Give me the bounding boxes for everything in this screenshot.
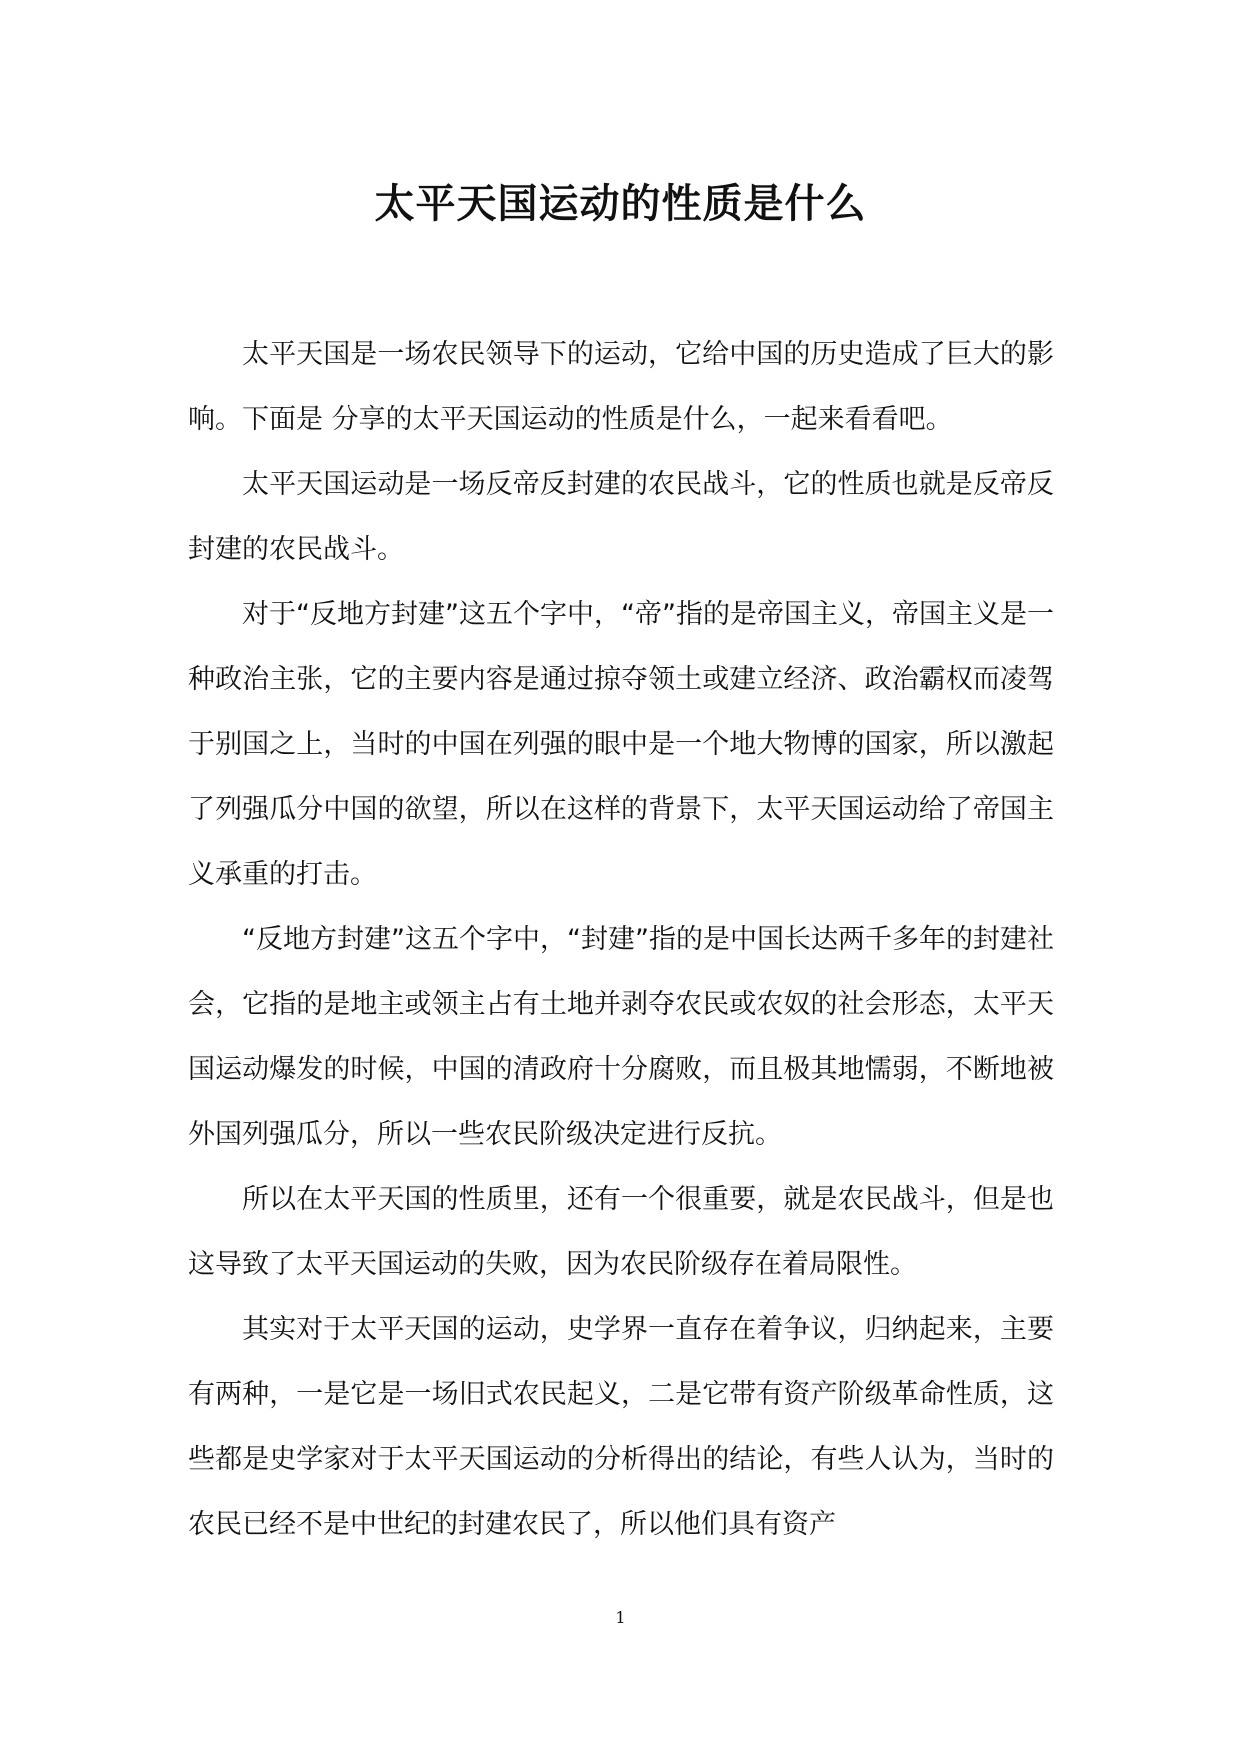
paragraph: 所以在太平天国的性质里，还有一个很重要，就是农民战斗，但是也这导致了太平天国运动的失败，因为农民阶级存在着局限性。: [188, 1184, 1054, 1280]
document-body: [188, 322, 1054, 1557]
document-title: 太平天国运动的性质是什么: [374, 181, 867, 227]
paragraph: “反地方封建”这五个字中，“封建”指的是中国长达两千多年的封建社会，它指的是地主或领主占有土地并剥夺农民或农奴的社会形态，太平天国运动爆发的时候，中国的清政府十分腐败，而且极其地懦弱，不断地被外国列强瓜分，所以一些农民阶级决定进行反抗。: [188, 924, 1054, 1150]
paragraph: 对于“反地方封建”这五个字中，“帝”指的是帝国主义，帝国主义是一种政治主张，它的主要内容是通过掠夺领土或建立经济、政治霸权而凌驾于别国之上，当时的中国在列强的眼中是一个地大物博的国家，所以激起了列强瓜分中国的欲望，所以在这样的背景下，太平天国运动给了帝国主义承重的打击。: [188, 599, 1054, 890]
paragraph: 其实对于太平天国的运动，史学界一直存在着争议，归纳起来，主要有两种，一是它是一场旧式农民起义，二是它带有资产阶级革命性质，这些都是史学家对于太平天国运动的分析得出的结论，有些人认为，当时的农民已经不是中世纪的封建农民了，所以他们具有资产: [188, 1314, 1054, 1540]
paragraph: 太平天国运动是一场反帝反封建的农民战斗，它的性质也就是反帝反封建的农民战斗。: [188, 469, 1054, 565]
paragraph: 太平天国是一场农民领导下的运动，它给中国的历史造成了巨大的影响。下面是 分享的太平天国运动的性质是什么，一起来看看吧。: [188, 339, 1054, 435]
page-number: 1: [615, 1608, 626, 1627]
